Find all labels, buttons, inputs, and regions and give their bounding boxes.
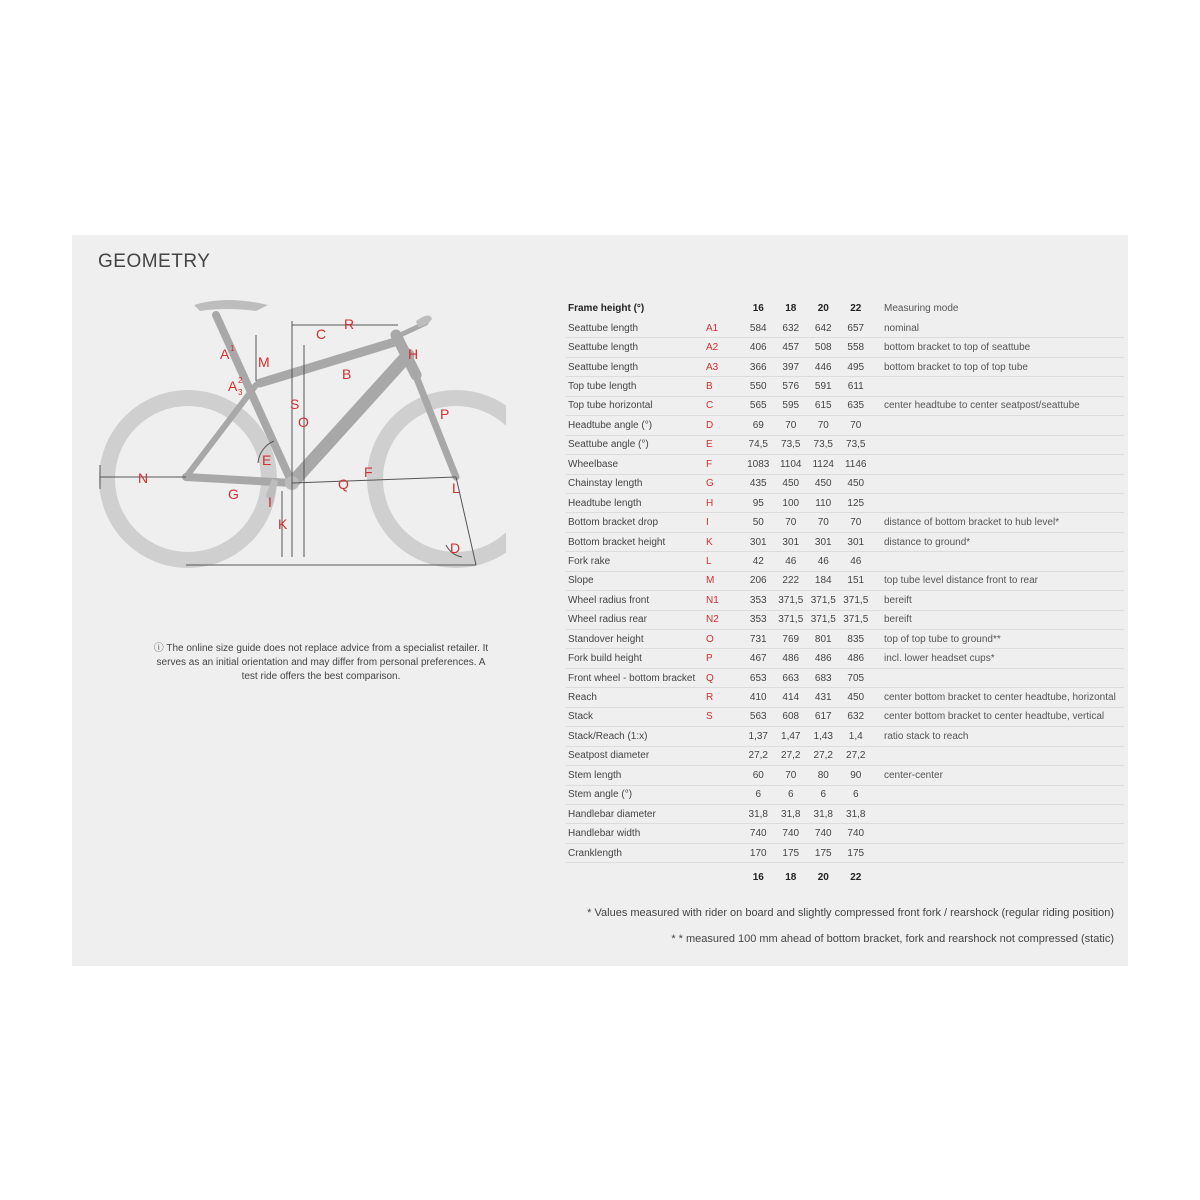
row-value: 563 [742,707,775,726]
row-measuring-mode [872,416,1124,435]
row-code [706,746,742,765]
footer-blank-code [706,863,742,892]
row-value: 653 [742,668,775,687]
row-value: 632 [775,319,808,338]
row-code: O [706,630,742,649]
row-label: Headtube length [566,493,706,512]
label-A2-sup: 2 [238,376,243,385]
row-value: 371,5 [807,591,840,610]
label-I: I [268,494,272,510]
table-row [566,319,1124,338]
row-label: Seatpost diameter [566,746,706,765]
row-code: M [706,571,742,590]
row-measuring-mode: top of top tube to ground** [872,630,1124,649]
row-value: 371,5 [840,591,873,610]
row-value: 450 [840,688,873,707]
row-label: Seattube angle (°) [566,435,706,454]
footer-blank-mode [872,863,1124,892]
row-label: Stack/Reach (1:x) [566,727,706,746]
label-G: G [228,486,239,502]
row-value: 740 [840,824,873,843]
row-value: 657 [840,319,873,338]
label-F: F [364,464,373,480]
row-value: 371,5 [840,610,873,629]
row-value: 6 [840,785,873,804]
geometry-table [566,297,1124,891]
row-measuring-mode: nominal [872,319,1124,338]
row-value: 70 [775,416,808,435]
row-measuring-mode [872,552,1124,571]
label-M: M [258,354,270,370]
row-value: 550 [742,377,775,396]
row-value: 431 [807,688,840,707]
table-row [566,668,1124,687]
row-value: 769 [775,630,808,649]
row-code [706,824,742,843]
row-code: Q [706,668,742,687]
row-value: 100 [775,493,808,512]
table-row [566,493,1124,512]
row-label: Handlebar diameter [566,804,706,823]
row-value: 50 [742,513,775,532]
geometry-panel [72,235,1128,966]
row-measuring-mode [872,668,1124,687]
row-code: F [706,455,742,474]
row-value: 31,8 [807,804,840,823]
header-frame-height: Frame height (°) [568,302,645,314]
row-value: 608 [775,707,808,726]
row-value: 435 [742,474,775,493]
table-row [566,746,1124,765]
footer-size: 20 [817,871,829,883]
row-value: 740 [775,824,808,843]
row-code: E [706,435,742,454]
table-row [566,474,1124,493]
table-row [566,707,1124,726]
row-value: 486 [840,649,873,668]
row-measuring-mode [872,435,1124,454]
row-value: 558 [840,338,873,357]
row-measuring-mode: ratio stack to reach [872,727,1124,746]
row-code: S [706,707,742,726]
row-value: 450 [775,474,808,493]
saddle [194,300,268,311]
row-value: 446 [807,357,840,376]
footnote-2: * * measured 100 mm ahead of bottom bracket, fork and rearshock not compressed (static) [671,933,1114,945]
table-row [566,513,1124,532]
row-measuring-mode: bereift [872,610,1124,629]
row-measuring-mode [872,493,1124,512]
label-H: H [408,346,419,362]
row-value: 595 [775,396,808,415]
row-value: 371,5 [775,610,808,629]
row-value: 70 [840,513,873,532]
section-title: GEOMETRY [98,251,211,272]
row-value: 642 [807,319,840,338]
footer-blank-label [566,863,706,892]
row-code [706,843,742,862]
row-value: 301 [775,532,808,551]
row-value: 206 [742,571,775,590]
row-value: 6 [775,785,808,804]
row-value: 1083 [742,455,775,474]
row-value: 486 [807,649,840,668]
row-value: 835 [840,630,873,649]
row-code: N2 [706,610,742,629]
row-value: 635 [840,396,873,415]
row-code: G [706,474,742,493]
row-value: 301 [742,532,775,551]
row-measuring-mode [872,824,1124,843]
row-value: 31,8 [840,804,873,823]
row-label: Cranklength [566,843,706,862]
row-measuring-mode: distance to ground* [872,532,1124,551]
row-measuring-mode [872,474,1124,493]
row-value: 1,47 [775,727,808,746]
header-code [706,297,742,319]
footer-size: 18 [785,871,797,883]
row-measuring-mode: center headtube to center seatpost/seattube [872,396,1124,415]
row-value: 170 [742,843,775,862]
row-value: 1,4 [840,727,873,746]
dimension-lines [100,321,476,565]
label-Q: Q [338,476,349,492]
row-value: 371,5 [807,610,840,629]
row-value: 90 [840,766,873,785]
row-value: 617 [807,707,840,726]
row-label: Reach [566,688,706,707]
row-value: 301 [840,532,873,551]
label-B: B [342,366,352,382]
row-measuring-mode: bottom bracket to top of seattube [872,338,1124,357]
label-S: S [290,396,300,412]
row-measuring-mode: incl. lower headset cups* [872,649,1124,668]
row-value: 353 [742,591,775,610]
row-measuring-mode [872,785,1124,804]
row-value: 406 [742,338,775,357]
row-value: 6 [742,785,775,804]
row-label: Seattube length [566,338,706,357]
row-value: 46 [775,552,808,571]
row-measuring-mode [872,746,1124,765]
row-value: 74,5 [742,435,775,454]
row-value: 73,5 [840,435,873,454]
row-value: 591 [807,377,840,396]
table-row [566,688,1124,707]
row-measuring-mode: center bottom bracket to center headtube, horizontal [872,688,1124,707]
label-A2: A [228,378,238,394]
row-code [706,785,742,804]
label-A1-sup: 1 [230,344,235,353]
size-guide-note: ⓘ The online size guide does not replace advice from a specialist retailer. It serves as an initial orientation and may differ from personal preferences. A test ride offers the best comparison. [153,643,489,682]
row-value: 740 [807,824,840,843]
row-value: 301 [807,532,840,551]
table-header-row [566,297,1124,319]
row-label: Bottom bracket height [566,532,706,551]
row-label: Standover height [566,630,706,649]
row-value: 6 [807,785,840,804]
row-value: 110 [807,493,840,512]
row-measuring-mode: bereift [872,591,1124,610]
row-label: Fork rake [566,552,706,571]
label-R: R [344,316,355,332]
row-measuring-mode: bottom bracket to top of top tube [872,357,1124,376]
header-size-16: 16 [752,302,764,314]
label-P: P [440,406,450,422]
table-row [566,338,1124,357]
row-value: 70 [807,416,840,435]
label-A3-sub: 3 [238,388,243,397]
row-value: 70 [807,513,840,532]
row-value: 366 [742,357,775,376]
label-E: E [262,452,272,468]
row-value: 27,2 [742,746,775,765]
row-measuring-mode: center-center [872,766,1124,785]
row-label: Top tube horizontal [566,396,706,415]
row-label: Stack [566,707,706,726]
row-label: Handlebar width [566,824,706,843]
table-row [566,610,1124,629]
row-value: 175 [807,843,840,862]
row-value: 371,5 [775,591,808,610]
row-value: 80 [807,766,840,785]
row-value: 450 [840,474,873,493]
table-row [566,552,1124,571]
row-value: 73,5 [775,435,808,454]
label-D: D [450,540,461,556]
table-row [566,591,1124,610]
label-L: L [452,480,460,496]
row-label: Fork build height [566,649,706,668]
row-code [706,766,742,785]
row-label: Wheelbase [566,455,706,474]
row-code: D [706,416,742,435]
row-value: 615 [807,396,840,415]
table-footer-row [566,863,1124,892]
header-size-18: 18 [785,302,797,314]
row-code: L [706,552,742,571]
row-value: 46 [840,552,873,571]
row-code: I [706,513,742,532]
row-value: 1124 [807,455,840,474]
row-value: 705 [840,668,873,687]
row-value: 632 [840,707,873,726]
row-value: 184 [807,571,840,590]
label-C: C [316,326,327,342]
row-value: 70 [775,513,808,532]
row-measuring-mode: distance of bottom bracket to hub level* [872,513,1124,532]
table-row [566,785,1124,804]
row-value: 508 [807,338,840,357]
handlebar [416,315,432,327]
row-value: 1104 [775,455,808,474]
row-value: 740 [742,824,775,843]
row-label: Bottom bracket drop [566,513,706,532]
row-label: Slope [566,571,706,590]
table-row [566,435,1124,454]
row-value: 683 [807,668,840,687]
row-value: 486 [775,649,808,668]
row-value: 457 [775,338,808,357]
row-value: 70 [840,416,873,435]
row-value: 1,43 [807,727,840,746]
table-row [566,727,1124,746]
table-row [566,455,1124,474]
table-row [566,357,1124,376]
header-size-22: 22 [850,302,862,314]
row-value: 467 [742,649,775,668]
table-row [566,843,1124,862]
row-code: B [706,377,742,396]
row-code: K [706,532,742,551]
row-measuring-mode [872,804,1124,823]
row-label: Stem angle (°) [566,785,706,804]
table-row [566,377,1124,396]
row-label: Seattube length [566,357,706,376]
row-value: 611 [840,377,873,396]
row-value: 565 [742,396,775,415]
row-value: 222 [775,571,808,590]
table-row [566,804,1124,823]
row-value: 31,8 [742,804,775,823]
table-row [566,532,1124,551]
row-value: 1,37 [742,727,775,746]
table-row [566,766,1124,785]
row-code: A3 [706,357,742,376]
table-row [566,416,1124,435]
table-row [566,824,1124,843]
row-code: A2 [706,338,742,357]
row-label: Headtube angle (°) [566,416,706,435]
row-value: 495 [840,357,873,376]
row-code: A1 [706,319,742,338]
row-value: 27,2 [807,746,840,765]
row-code: P [706,649,742,668]
row-measuring-mode: center bottom bracket to center headtube, vertical [872,707,1124,726]
row-value: 175 [840,843,873,862]
row-code: R [706,688,742,707]
row-measuring-mode [872,843,1124,862]
row-label: Wheel radius front [566,591,706,610]
row-value: 576 [775,377,808,396]
footer-size: 22 [850,871,862,883]
row-code [706,727,742,746]
row-value: 414 [775,688,808,707]
row-label: Front wheel - bottom bracket [566,668,706,687]
row-measuring-mode [872,455,1124,474]
row-measuring-mode: top tube level distance front to rear [872,571,1124,590]
row-code: H [706,493,742,512]
row-value: 70 [775,766,808,785]
row-value: 27,2 [775,746,808,765]
footnote-1: * Values measured with rider on board and slightly compressed front fork / rearshock (regular riding position) [587,907,1114,919]
row-value: 31,8 [775,804,808,823]
row-label: Chainstay length [566,474,706,493]
bike-geometry-diagram [96,295,506,575]
row-value: 125 [840,493,873,512]
label-O: O [298,414,309,430]
header-size-20: 20 [817,302,829,314]
row-value: 663 [775,668,808,687]
label-N: N [138,470,149,486]
row-value: 69 [742,416,775,435]
row-value: 95 [742,493,775,512]
row-code: C [706,396,742,415]
table-row [566,396,1124,415]
row-value: 60 [742,766,775,785]
geometry-table-wrap [566,297,1124,891]
row-label: Wheel radius rear [566,610,706,629]
header-measuring-mode: Measuring mode [884,302,959,314]
row-value: 73,5 [807,435,840,454]
row-code: N1 [706,591,742,610]
row-value: 801 [807,630,840,649]
row-measuring-mode [872,377,1124,396]
row-value: 175 [775,843,808,862]
row-value: 27,2 [840,746,873,765]
label-K: K [278,516,288,532]
row-value: 46 [807,552,840,571]
row-value: 42 [742,552,775,571]
row-value: 584 [742,319,775,338]
row-value: 410 [742,688,775,707]
footer-size: 16 [752,871,764,883]
table-row [566,649,1124,668]
row-code [706,804,742,823]
row-value: 731 [742,630,775,649]
row-value: 450 [807,474,840,493]
row-value: 353 [742,610,775,629]
row-label: Stem length [566,766,706,785]
row-label: Top tube length [566,377,706,396]
label-A1: A [220,346,230,362]
row-value: 1146 [840,455,873,474]
table-row [566,630,1124,649]
row-value: 397 [775,357,808,376]
row-value: 151 [840,571,873,590]
row-label: Seattube length [566,319,706,338]
table-row [566,571,1124,590]
